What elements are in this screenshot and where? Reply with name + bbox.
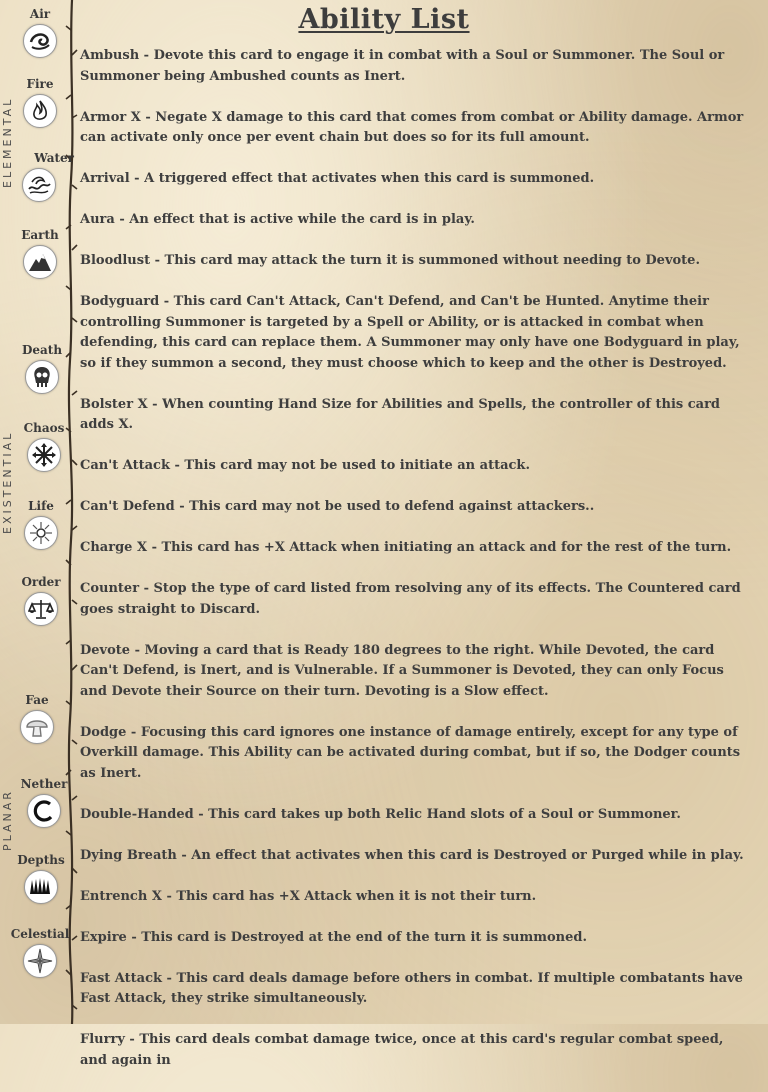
- ability-entrench: Entrench X - This card has +X Attack when it is not their turn.: [80, 888, 537, 904]
- faction-label: Fire: [26, 77, 54, 91]
- ability-dodge: Dodge - Focusing this card ignores one instance of damage entirely, except for any type of Overkill damage. This Ability can be activated during combat, but if so, the Dodger counts as Inert.: [80, 724, 741, 781]
- faction-nether: [9, 776, 79, 828]
- ability-bolster: Bolster X - When counting Hand Size for Abilities and Spells, the controller of this card adds X.: [80, 396, 721, 432]
- faction-label: Order: [21, 575, 61, 589]
- faction-label: Fae: [25, 693, 49, 707]
- page-title: Ability List: [298, 4, 470, 35]
- ability-flurry: Flurry - This card deals combat damage twice, once at this card's regular combat speed, and again in: [80, 1032, 724, 1068]
- compass-star-icon: [23, 944, 57, 978]
- group-label-planar: PLANAR: [1, 789, 14, 851]
- faction-sidebar: [0, 0, 72, 1024]
- mushroom-icon: [20, 710, 54, 744]
- faction-celestial: [5, 926, 75, 978]
- faction-label: Depths: [17, 853, 65, 867]
- ability-devote: Devote - Moving a card that is Ready 180 degrees to the right. While Devoted, the card Can't Defend, is Inert, and is Vulnerable. If a Summoner is Devoted, they can only Focus and Devote their Source on their turn. Devoting is a Slow effect.: [80, 642, 724, 699]
- ability-double-handed: Double-Handed - This card takes up both Relic Hand slots of a Soul or Summoner.: [80, 806, 681, 822]
- faction-label: Water: [34, 151, 74, 165]
- scales-icon: [24, 592, 58, 626]
- faction-life: [6, 498, 76, 550]
- faction-label: Celestial: [10, 927, 70, 941]
- faction-label: Death: [21, 343, 63, 357]
- ability-ambush: Ambush - Devote this card to engage it in combat with a Soul or Summoner. The Soul or Summoner being Ambushed counts as Inert.: [80, 48, 725, 84]
- air-icon: [23, 24, 57, 58]
- faction-order: [6, 574, 76, 626]
- chaos-star-icon: [27, 438, 61, 472]
- ability-cant-defend: Can't Defend - This card may not be used to defend against attackers..: [80, 499, 595, 514]
- ability-charge: Charge X - This card has +X Attack when initiating an attack and for the rest of the turn.: [80, 540, 732, 555]
- ability-bloodlust: Bloodlust - This card may attack the turn it is summoned without needing to Devote.: [80, 253, 700, 268]
- skull-icon: [25, 360, 59, 394]
- faction-earth: [5, 227, 75, 279]
- ability-arrival: Arrival - A triggered effect that activates when this card is summoned.: [80, 171, 595, 186]
- faction-fae: [2, 692, 72, 744]
- group-label-existential: EXISTENTIAL: [1, 430, 14, 535]
- fire-icon: [23, 94, 57, 128]
- faction-fire: [5, 76, 75, 128]
- faction-death: [7, 342, 77, 394]
- ability-fast-attack: Fast Attack - This card deals damage before others in combat. If multiple combatants have Fast Attack, they strike simultaneously.: [80, 970, 743, 1006]
- group-label-elemental: ELEMENTAL: [1, 96, 14, 188]
- ability-list: [80, 46, 752, 1092]
- faction-depths: [6, 852, 76, 904]
- ability-counter: Counter - Stop the type of card listed from resolving any of its effects. The Countered card goes straight to Discard.: [80, 581, 741, 617]
- ability-dying-breath: Dying Breath - An effect that activates when this card is Destroyed or Purged while in play.: [80, 847, 744, 863]
- water-icon: [22, 168, 56, 202]
- faction-label: Nether: [20, 777, 68, 791]
- faction-label: Air: [29, 7, 51, 21]
- ability-cant-attack: Can't Attack - This card may not be used to initiate an attack.: [80, 458, 530, 473]
- sun-flower-icon: [24, 516, 58, 550]
- tentacle-icon: [24, 870, 58, 904]
- faction-water: [8, 150, 78, 202]
- earth-icon: [23, 245, 57, 279]
- faction-chaos: [9, 420, 79, 472]
- crescent-ring-icon: [27, 794, 61, 828]
- faction-air: [5, 6, 75, 58]
- ability-aura: Aura - An effect that is active while the card is in play.: [80, 212, 475, 227]
- ability-armor: Armor X - Negate X damage to this card that comes from combat or Ability damage. Armor can activate only once per event chain but does so for its full amount.: [80, 109, 744, 145]
- ability-bodyguard: Bodyguard - This card Can't Attack, Can't Defend, and Can't be Hunted. Anytime their controlling Summoner is targeted by a Spell or Ability, or is attacked in combat when defending, this card can replace them. A Summoner may only have one Bodyguard in play, so if they summon a second, they must choose which to keep and the other is Destroyed.: [80, 294, 740, 371]
- faction-label: Earth: [21, 228, 59, 242]
- ability-expire: Expire - This card is Destroyed at the end of the turn it is summoned.: [80, 929, 587, 945]
- faction-label: Chaos: [23, 421, 65, 435]
- faction-label: Life: [28, 499, 54, 513]
